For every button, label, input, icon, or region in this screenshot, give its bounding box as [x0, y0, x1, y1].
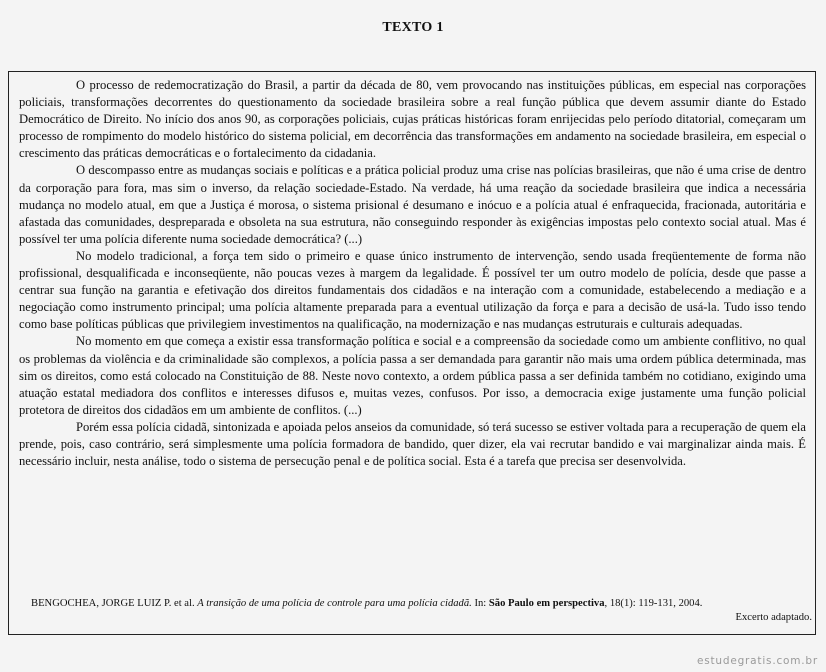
paragraph-5: Porém essa polícia cidadã, sintonizada e apoiada pelos anseios da comunidade, só terá sucesso se estiver voltada para a recuperação de quem ela prende, pois, caso contrário, será simplesmente uma polícia formadora de bandido, quer dizer, ela vai recrutar bandido e vai marginalizar ainda mais. É necessário incluir, nesta análise, todo o sistema de persecução penal e de política social. Esta é a tarefa que precisa ser desenvolvida. — [19, 419, 806, 469]
citation-in: In: — [474, 598, 487, 609]
citation-line — [31, 597, 812, 611]
paragraph-4: No momento em que começa a existir essa transformação política e social e a compreensão da sociedade como um ambiente conflitivo, no qual os problemas da violência e da criminalidade são complexos, a polícia passa a ser demandada para garantir não mais uma ordem pública determinada, mas sim os direitos, como está colocado na Constituição de 88. Neste novo contexto, a ordem pública passa a ser definida também no cotidiano, exigindo uma atuação estatal mediadora dos conflitos e interesses difusos e, muitas vezes, confusos. Por isso, a democracia exige justamente uma função policial protetora de direitos dos cidadãos em um ambiente de conflitos. (...) — [19, 334, 806, 417]
paragraph-2: O descompasso entre as mudanças sociais e políticas e a prática policial produz uma crise nas polícias brasileiras, que não é uma crise de dentro da corporação para fora, mas sim o inverso, da relação sociedade-Estado. Na verdade, há uma reação da sociedade brasileira que indica a necessária mudança no modelo atual, em que a Justiça é morosa, o sistema prisional é desumano e inócuo e a polícia atual é enfraquecida, fracionada, autoritária e afastada das comunidades, despreparada e obsoleta na sua estrutura, não conseguindo responder às exigências impostas pelo contexto social atual. Mas é possível ter uma polícia diferente numa sociedade democrática? (...) — [19, 163, 806, 246]
citation-issue: , 18(1): 119-131, 2004. — [604, 598, 703, 609]
citation-periodical: São Paulo em perspectiva — [488, 598, 605, 609]
text-heading: TEXTO 1 — [382, 20, 444, 35]
paragraph-3: No modelo tradicional, a força tem sido o primeiro e quase único instrumento de intervenção, sendo usada freqüentemente de forma não profissional, desqualificada e inconseqüente, não poucas vezes à margem da legalidade. É possível ter um outro modelo de polícia, desde que passe a centrar sua função na garantia e efetivação dos direitos fundamentais dos cidadãos e na interação com a comunidade, estabelecendo a mediação e a negociação como instrumento principal; uma polícia altamente preparada para a eventual utilização da força e para a decisão de usá-la. Tudo isso tendo como base políticas públicas que privilegiem investimentos na qualificação, na modernização e nas mudanças estruturais e culturais adequadas. — [19, 248, 806, 332]
paragraph-1: O processo de redemocratização do Brasil, a partir da década de 80, vem provocando nas instituições públicas, em especial nas corporações policiais, transformações decorrentes do questionamento da sociedade brasileira sobre a real função pública que devem assumir diante do Estado Democrático de Direito. No início dos anos 90, as corporações policiais, cujas práticas históricas foram enrijecidas pelo período ditatorial, começaram um processo de rompimento do modelo histórico do sistema policial, em decorrência das transformações em andamento na sociedade brasileira, em especial o crescimento das práticas democráticas e o fortalecimento da cidadania. — [19, 78, 806, 161]
source-citation — [31, 597, 812, 625]
citation-authors: BENGOCHEA, JORGE LUIZ P. et al. — [31, 598, 195, 609]
text-frame — [8, 71, 816, 635]
excerpt-note: Excerto adaptado. — [735, 612, 812, 623]
site-watermark: estudegratis.com.br — [696, 655, 818, 667]
text-body — [19, 77, 806, 470]
citation-title: A transição de uma polícia de controle para uma polícia cidadã. — [197, 598, 472, 609]
